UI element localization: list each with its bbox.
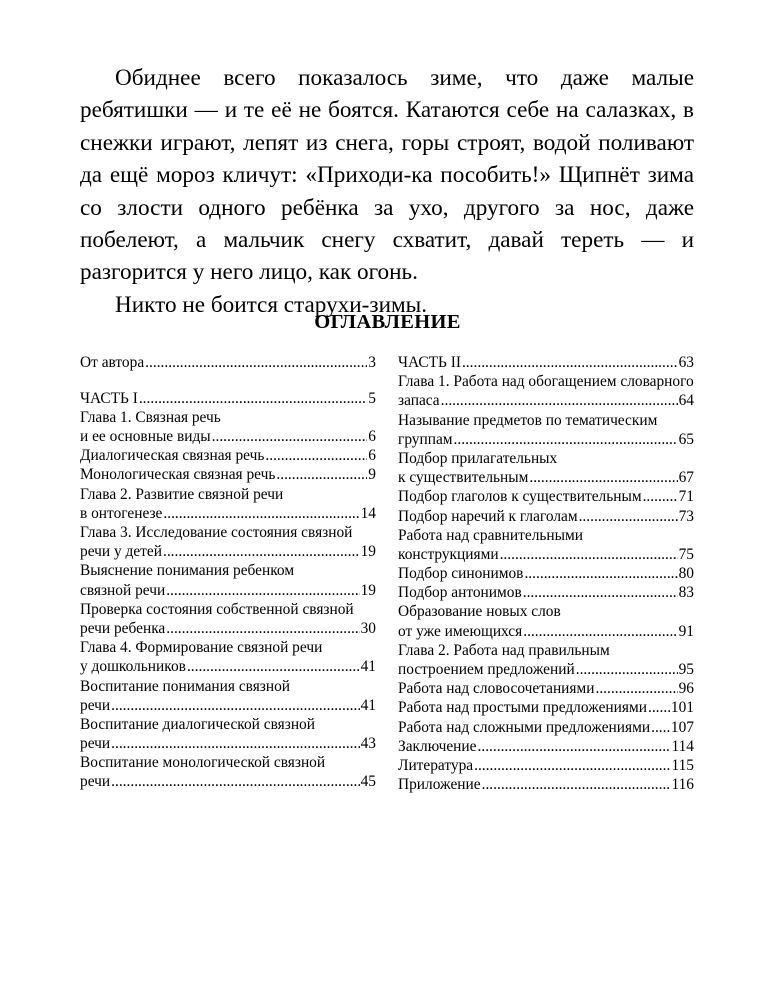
toc-page-number: 114 bbox=[671, 737, 694, 755]
toc-page-number: 107 bbox=[670, 718, 694, 736]
toc-entry-heading-line: Подбор прилагательных bbox=[398, 449, 558, 467]
dot-leader bbox=[651, 718, 670, 737]
toc-page-number: 41 bbox=[360, 696, 376, 714]
toc-entry[interactable] bbox=[398, 718, 694, 737]
dot-leader bbox=[524, 564, 677, 583]
toc-entry[interactable] bbox=[398, 449, 694, 487]
toc-page-number: 9 bbox=[368, 466, 376, 484]
toc-entry-title: в онтогенезе bbox=[80, 504, 163, 522]
toc-entry-title: речи у детей bbox=[80, 543, 162, 561]
toc-entry-title: Подбор антонимов bbox=[398, 584, 522, 602]
toc-entry-heading-line: Воспитание диалогической связной bbox=[80, 715, 315, 733]
dot-leader bbox=[276, 465, 367, 484]
toc-entry-leader-line bbox=[80, 734, 376, 753]
toc-page-number: 80 bbox=[678, 565, 694, 583]
dot-leader bbox=[163, 542, 360, 561]
toc-entry-title: От автора bbox=[80, 354, 145, 371]
toc-entry-title: речи ребенка bbox=[80, 619, 166, 637]
toc-entry[interactable] bbox=[80, 561, 376, 599]
toc-entry-title: конструкциями bbox=[398, 545, 499, 563]
toc-entry-title: связной речи bbox=[80, 581, 166, 599]
toc-entry-leader-line bbox=[398, 430, 694, 449]
toc-entry[interactable] bbox=[398, 641, 694, 679]
toc-entry-leader-line bbox=[398, 698, 694, 717]
toc-entry[interactable] bbox=[398, 411, 694, 449]
toc-entry-heading-line: Работа над сравнительными bbox=[398, 526, 583, 544]
toc-entry-title: Работа над простыми предложениями bbox=[398, 699, 647, 717]
toc-page-number: 83 bbox=[678, 584, 694, 602]
toc-page-number: 19 bbox=[360, 581, 376, 599]
toc-entry[interactable] bbox=[80, 446, 376, 465]
toc-entry-title: Монологическая связная речь bbox=[80, 466, 276, 484]
toc-entry-leader-line bbox=[398, 391, 694, 410]
prose-paragraph: Никто не боится старухи-зимы. bbox=[115, 291, 428, 318]
toc-entry-title: речи bbox=[80, 735, 111, 753]
toc-entry-title: от уже имеющихся bbox=[398, 622, 523, 640]
toc-page-number: 115 bbox=[671, 756, 694, 774]
dot-leader bbox=[163, 504, 359, 523]
toc-entry[interactable] bbox=[80, 465, 376, 484]
toc-entry[interactable] bbox=[398, 583, 694, 602]
toc-page-number: 19 bbox=[360, 543, 376, 561]
toc-page-number: 14 bbox=[360, 504, 376, 522]
toc-entry-heading-line: Образование новых слов bbox=[398, 603, 561, 621]
toc-entry-leader-line bbox=[80, 504, 376, 523]
toc-entry-heading-line: Воспитание понимания связной bbox=[80, 677, 291, 695]
toc-entry-title: Работа над словосочетаниями bbox=[398, 680, 595, 698]
toc-page-number: 95 bbox=[678, 661, 694, 678]
toc-entry[interactable] bbox=[398, 775, 694, 794]
dot-leader bbox=[643, 487, 678, 506]
toc-entry-title: построением предложений bbox=[398, 661, 575, 678]
toc-entry[interactable] bbox=[398, 507, 694, 526]
toc-entry-heading-line: Выяснение понимания ребенком bbox=[80, 562, 295, 580]
toc-entry-leader-line bbox=[398, 756, 694, 775]
toc-entry-leader-line bbox=[398, 622, 694, 641]
toc-entry[interactable] bbox=[398, 526, 694, 564]
toc-entry-leader-line bbox=[398, 583, 694, 602]
toc-entry-leader-line bbox=[398, 718, 694, 737]
dot-leader bbox=[579, 507, 678, 526]
toc-page-number: 3 bbox=[368, 354, 376, 371]
dot-leader bbox=[139, 389, 367, 408]
toc-page-number: 6 bbox=[368, 447, 376, 465]
toc-entry-leader-line bbox=[80, 619, 376, 638]
toc-entry-heading-line: Глава 2. Развитие связной речи bbox=[80, 485, 284, 503]
toc-entry[interactable] bbox=[80, 353, 376, 372]
toc-entry-heading-line: Воспитание монологической связной bbox=[80, 754, 326, 772]
toc-page-number: 5 bbox=[368, 389, 376, 407]
toc-entry-leader-line bbox=[398, 487, 694, 506]
toc-title: ОГЛАВЛЕНИЕ bbox=[314, 311, 461, 333]
toc-entry-leader-line bbox=[398, 737, 694, 756]
dot-leader bbox=[523, 583, 678, 602]
toc-entry-leader-line bbox=[80, 465, 376, 484]
toc-entry[interactable] bbox=[398, 564, 694, 583]
toc-entry-leader-line bbox=[80, 446, 376, 465]
dot-leader bbox=[166, 581, 359, 600]
toc-entry[interactable] bbox=[80, 523, 376, 561]
toc-entry-title: у дошкольников bbox=[80, 658, 186, 676]
toc-page-number: 75 bbox=[678, 545, 694, 563]
toc-entry-leader-line bbox=[398, 468, 694, 487]
toc-right-column bbox=[398, 353, 694, 794]
toc-entry[interactable] bbox=[80, 485, 376, 523]
toc-page-number: 41 bbox=[360, 658, 376, 676]
toc-entry-title: речи bbox=[80, 773, 111, 791]
toc-entry-title: Приложение bbox=[398, 776, 481, 794]
dot-leader bbox=[441, 391, 678, 410]
dot-leader bbox=[265, 446, 367, 465]
toc-entry-title: Диалогическая связная речь bbox=[80, 447, 265, 465]
toc-entry-title: запаса bbox=[398, 392, 440, 410]
toc-spacer bbox=[80, 372, 376, 389]
toc-page-number: 63 bbox=[678, 354, 694, 371]
toc-entry-leader-line bbox=[80, 581, 376, 600]
toc-entry[interactable] bbox=[80, 408, 376, 446]
toc-entry[interactable] bbox=[398, 737, 694, 756]
toc-entry-heading-line: Глава 4. Формирование связной речи bbox=[80, 639, 323, 657]
dot-leader bbox=[478, 737, 671, 756]
toc-entry[interactable] bbox=[80, 753, 376, 791]
toc-page-number: 96 bbox=[678, 680, 694, 698]
toc-entry[interactable] bbox=[80, 638, 376, 676]
toc-entry-leader-line bbox=[80, 353, 376, 372]
toc-entry[interactable] bbox=[398, 353, 694, 372]
dot-leader bbox=[111, 772, 359, 791]
toc-entry-title: группам bbox=[398, 430, 453, 448]
dot-leader bbox=[474, 756, 670, 775]
dot-leader bbox=[111, 734, 359, 753]
dot-leader bbox=[187, 657, 360, 676]
toc-page-number: 45 bbox=[360, 773, 376, 791]
toc-entry-title: Заключение bbox=[398, 737, 477, 755]
toc-entry[interactable] bbox=[80, 600, 376, 638]
dot-leader bbox=[482, 775, 671, 794]
toc-page-number: 64 bbox=[678, 392, 694, 410]
dot-leader bbox=[462, 353, 678, 372]
toc-entry-heading-line: Глава 1. Работа над обогащением словарного bbox=[398, 373, 694, 391]
dot-leader bbox=[500, 545, 678, 564]
toc-entry-title: речи bbox=[80, 696, 111, 714]
dot-leader bbox=[529, 468, 677, 487]
toc-entry-title: Литература bbox=[398, 756, 474, 774]
toc-page-number: 116 bbox=[671, 776, 694, 794]
toc-entry-leader-line bbox=[398, 564, 694, 583]
dot-leader bbox=[454, 430, 678, 449]
toc-entry-leader-line bbox=[398, 679, 694, 698]
toc-entry[interactable] bbox=[398, 679, 694, 698]
toc-entry-title: и ее основные виды bbox=[80, 428, 211, 446]
toc-entry-leader-line bbox=[398, 353, 694, 372]
toc-entry-title: Работа над сложными предложениями bbox=[398, 718, 651, 736]
toc-entry-heading-line: Глава 3. Исследование состояния связной bbox=[80, 524, 353, 541]
dot-leader bbox=[166, 619, 359, 638]
toc-entry[interactable] bbox=[398, 602, 694, 640]
toc-entry-title: ЧАСТЬ II bbox=[398, 354, 461, 371]
toc-page-number: 67 bbox=[678, 469, 694, 487]
prose-text bbox=[80, 62, 694, 321]
toc-entry-heading-line: Глава 1. Связная речь bbox=[80, 408, 221, 426]
toc-entry-leader-line bbox=[398, 660, 694, 679]
dot-leader bbox=[576, 660, 678, 679]
dot-leader bbox=[212, 427, 368, 446]
toc-page-number: 101 bbox=[670, 699, 694, 717]
toc-page-number: 6 bbox=[368, 428, 376, 446]
toc-left-column bbox=[80, 353, 376, 792]
toc-page-number: 91 bbox=[678, 622, 694, 640]
toc-page-number: 43 bbox=[360, 735, 376, 753]
toc-entry-title: ЧАСТЬ I bbox=[80, 389, 138, 407]
toc-page-number: 73 bbox=[678, 507, 694, 525]
toc-page-number: 71 bbox=[678, 488, 694, 506]
toc-entry-title: Подбор глаголов к существительным bbox=[398, 488, 642, 506]
prose-paragraph: Обиднее всего показалось зиме, что даже малые ребятишки — и те её не боятся. Катаются себе на салазках, в снежки играют, лепят из снега, горы строят, водой поливают да ещё мороз кличут: «Приходи-ка пособить!» Щипнёт зима со злости одного ребёнка за ухо, другого за нос, даже побелеют, а мальчик снегу схватит, давай тереть — и разгорится у него лицо, как огонь. bbox=[80, 65, 694, 286]
toc-entry[interactable] bbox=[398, 487, 694, 506]
toc-entry-leader-line bbox=[398, 545, 694, 564]
toc-entry-leader-line bbox=[398, 775, 694, 794]
toc-entry-leader-line bbox=[398, 507, 694, 526]
toc-entry-heading-line: Глава 2. Работа над правильным bbox=[398, 641, 610, 659]
toc-entry-leader-line bbox=[80, 389, 376, 408]
toc-entry[interactable] bbox=[80, 677, 376, 715]
dot-leader bbox=[145, 353, 367, 372]
toc-entry[interactable] bbox=[398, 756, 694, 775]
dot-leader bbox=[111, 696, 359, 715]
dot-leader bbox=[648, 698, 670, 717]
toc-entry-title: Подбор синонимов bbox=[398, 565, 524, 583]
toc-entry[interactable] bbox=[80, 715, 376, 753]
toc-entry-leader-line bbox=[80, 542, 376, 561]
toc-entry-leader-line bbox=[80, 427, 376, 446]
toc-entry-title: к существительным bbox=[398, 469, 529, 487]
dot-leader bbox=[523, 622, 677, 641]
toc-entry-leader-line bbox=[80, 772, 376, 791]
toc-entry-leader-line bbox=[80, 696, 376, 715]
toc-entry-heading-line: Проверка состояния собственной связной bbox=[80, 600, 354, 618]
toc-entry-title: Подбор наречий к глаголам bbox=[398, 507, 578, 525]
dot-leader bbox=[595, 679, 677, 698]
toc-entry[interactable] bbox=[80, 389, 376, 408]
toc-entry-leader-line bbox=[80, 657, 376, 676]
toc-entry[interactable] bbox=[398, 372, 694, 410]
toc-page-number: 65 bbox=[678, 430, 694, 448]
toc-page-number: 30 bbox=[360, 619, 376, 637]
toc-entry[interactable] bbox=[398, 698, 694, 717]
toc-entry-heading-line: Называние предметов по тематическим bbox=[398, 411, 658, 429]
